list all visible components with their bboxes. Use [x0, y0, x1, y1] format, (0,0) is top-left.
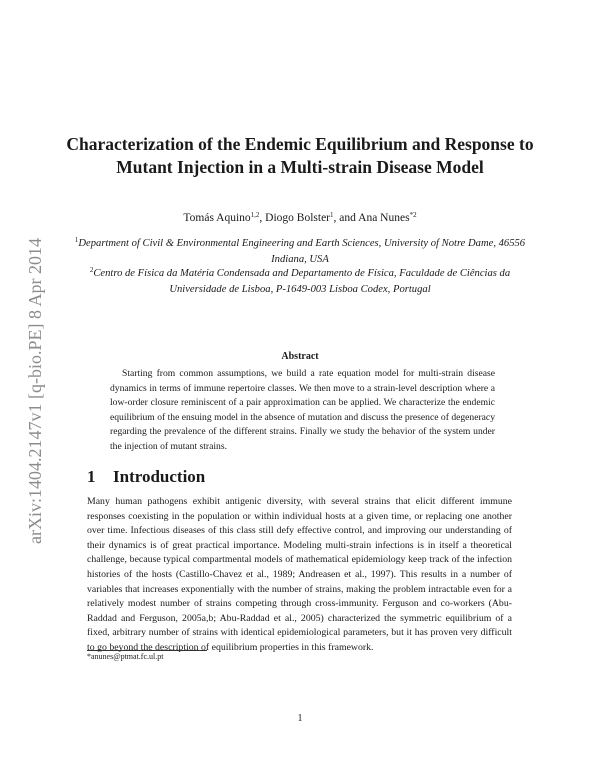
paper-title: Characterization of the Endemic Equilibrium and Response to Mutant Injection in a Multi-strain Disease Model [66, 134, 534, 177]
section-title: Introduction [113, 467, 206, 486]
author-list [60, 211, 540, 225]
author-affiliation-mark: 1,2 [250, 211, 260, 219]
abstract-heading: Abstract [281, 351, 319, 362]
author-name: Diogo Bolster [265, 212, 331, 224]
introduction-paragraph: Many human pathogens exhibit antigenic diversity, with several strains that elicit different immune responses coexisting in the population or within individual hosts at a given time, or replacing one another over time. Infectious diseases of this class still defy effective control, and improving our understanding of their dynamics is of great practical importance. Modeling multi-strain infections is in itself a theoretical challenge, because typical compartmental models of mathematical epidemiology keep track of the infection histories of the hosts (Castillo-Chavez et al., 1989; Andreasen et al., 1997). This results in a number of variables that increases exponentially with the number of strains, making the problem intractable even for a relatively modest number of strains competing through cross-immunity. Ferguson and co-workers (Abu-Raddad and Ferguson, 2005a,b; Abu-Raddad et al., 2005) characterized the symmetric equilibrium of a fixed, arbitrary number of strains with identical epidemiological parameters, but it has proven very difficult to go beyond the description of equilibrium properties in this framework. [87, 496, 512, 653]
affiliation-mark: 1 [74, 236, 79, 244]
author-separator: , and [333, 212, 359, 224]
abstract-text: Starting from common assumptions, we build a rate equation model for multi-strain disease dynamics in terms of immune repertoire classes. We then move to a strain-level description where a low-order closure reminiscent of a pair approximation can be applied. We characterize the endemic equilibrium of the ensuing model in the absence of mutation and discuss the presence of degeneracy regarding the prevalence of the different strains. Finally we study the behavior of the system under the injection of mutant strains. [110, 368, 495, 452]
footnote-rule [87, 650, 207, 651]
affiliation-text: Centro de Física da Matéria Condensada and Departamento de Física, Faculdade de Ciências da Universidade de Lisboa, P-1649-003 Lisboa Codex, Portugal [93, 268, 511, 295]
author-name: Tomás Aquino [183, 212, 251, 224]
author-affiliation-mark: 1 [330, 211, 334, 219]
affiliation-mark: 2 [89, 266, 94, 274]
affiliation-2 [60, 266, 540, 297]
arxiv-identifier-stamp: arXiv:1404.2147v1 [q-bio.PE] 8 Apr 2014 [25, 238, 45, 544]
author-affiliation-mark: *2 [409, 211, 417, 219]
footnote-email: *anunes@ptmat.fc.ul.pt [87, 652, 164, 661]
author-name: Ana Nunes [358, 212, 410, 224]
page-number: 1 [297, 713, 303, 724]
section-heading [87, 467, 205, 487]
affiliation-text: Department of Civil & Environmental Engineering and Earth Sciences, University of Notre Dame, 46556 Indiana, USA [78, 238, 526, 265]
section-number: 1 [87, 467, 96, 486]
author-separator: , [259, 212, 266, 224]
affiliation-1 [60, 236, 540, 267]
